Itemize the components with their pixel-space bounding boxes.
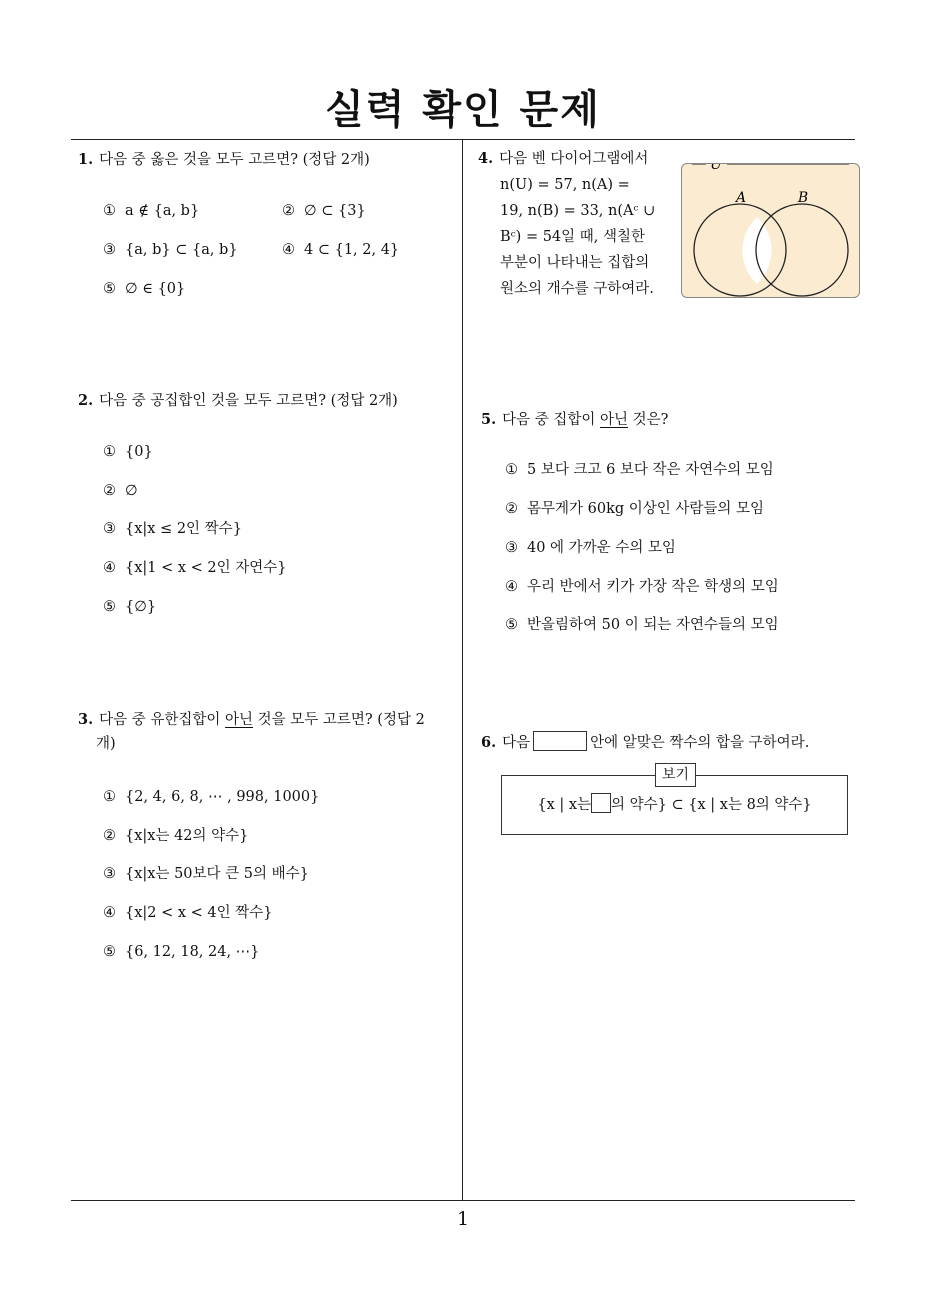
q1-option-1[interactable]: ① a ∉ {a, b} bbox=[103, 203, 200, 219]
q5-option-1[interactable]: ① 5 보다 크고 6 보다 작은 자연수의 모임 bbox=[505, 462, 774, 478]
question-number: 1. bbox=[78, 151, 94, 168]
bottom-divider bbox=[71, 1200, 855, 1201]
set-b-label: B bbox=[797, 190, 809, 206]
q3-option-3[interactable]: ③ {x|x는 50보다 큰 5의 배수} bbox=[103, 866, 309, 882]
universe-label: U bbox=[710, 164, 722, 173]
question-4: 4. 다음 벤 다이어그램에서 n(U) = 57, n(A) = 19, n(B) = 33, n(Aᶜ ∪ Bᶜ) = 54일 때, 색칠한 부분이 나타내는 집합의 원소의 개수를 구하여라. bbox=[478, 150, 656, 297]
question-5: 5. 다음 중 집합이 아닌 것은? bbox=[481, 411, 669, 428]
q3-option-4[interactable]: ④ {x|2 < x < 4인 짝수} bbox=[103, 905, 273, 921]
q1-option-3[interactable]: ③ {a, b} ⊂ {a, b} bbox=[103, 242, 238, 258]
question-number: 6. bbox=[481, 734, 497, 751]
q1-option-2[interactable]: ② ∅ ⊂ {3} bbox=[282, 203, 366, 219]
shaded-region-a-only bbox=[743, 217, 772, 284]
question-number: 5. bbox=[481, 411, 497, 428]
q2-option-5[interactable]: ⑤ {∅} bbox=[103, 599, 157, 615]
set-a-circle bbox=[694, 204, 786, 296]
q5-option-5[interactable]: ⑤ 반올림하여 50 이 되는 자연수들의 모임 bbox=[505, 617, 779, 633]
question-number: 2. bbox=[78, 392, 94, 409]
q5-option-4[interactable]: ④ 우리 반에서 키가 가장 작은 학생의 모임 bbox=[505, 579, 779, 595]
page-title: 실력 확인 문제 bbox=[325, 87, 601, 133]
q3-option-5[interactable]: ⑤ {6, 12, 18, 24, ⋯} bbox=[103, 944, 260, 960]
set-a-label: A bbox=[735, 190, 747, 206]
question-number: 4. bbox=[478, 150, 494, 167]
question-6: 6. 다음 안에 알맞은 짝수의 합을 구하여라. bbox=[481, 731, 809, 755]
column-divider bbox=[462, 139, 463, 1200]
underlined-word: 아닌 bbox=[225, 712, 254, 728]
q1-option-5[interactable]: ⑤ ∅ ∈ {0} bbox=[103, 281, 186, 297]
question-text: 다음 중 공집합인 것을 모두 고르면? (정답 2개) bbox=[99, 393, 398, 409]
answer-blank-box bbox=[533, 731, 587, 751]
q5-option-3[interactable]: ③ 40 에 가까운 수의 모임 bbox=[505, 540, 676, 556]
q3-option-2[interactable]: ② {x|x는 42의 약수} bbox=[103, 828, 249, 844]
question-3: 3. 다음 중 유한집합이 아닌 것을 모두 고르면? (정답 2 개) bbox=[78, 711, 425, 752]
bogi-content: {x | x는 의 약수} ⊂ {x | x는 8의 약수} bbox=[502, 793, 847, 814]
q2-option-4[interactable]: ④ {x|1 < x < 2인 자연수} bbox=[103, 560, 287, 576]
q2-option-1[interactable]: ① {0} bbox=[103, 444, 153, 460]
question-text: 다음 중 옳은 것을 모두 고르면? (정답 2개) bbox=[99, 152, 370, 168]
underlined-word: 아닌 bbox=[600, 412, 629, 428]
top-divider bbox=[71, 139, 855, 140]
q5-option-2[interactable]: ② 몸무게가 60kg 이상인 사람들의 모임 bbox=[505, 501, 765, 517]
question-2 bbox=[78, 389, 398, 413]
q2-option-3[interactable]: ③ {x|x ≤ 2인 짝수} bbox=[103, 521, 242, 537]
page-number: 1 bbox=[456, 1208, 470, 1230]
bogi-box bbox=[501, 767, 848, 835]
q2-option-2[interactable]: ② ∅ bbox=[103, 483, 138, 499]
bogi-label: 보기 bbox=[655, 763, 696, 787]
question-1 bbox=[78, 148, 370, 172]
venn-diagram-svg bbox=[682, 164, 859, 297]
bogi-blank-box bbox=[591, 793, 611, 813]
q3-option-1[interactable]: ① {2, 4, 6, 8, ⋯ , 998, 1000} bbox=[103, 789, 320, 805]
q1-option-4[interactable]: ④ 4 ⊂ {1, 2, 4} bbox=[282, 242, 400, 258]
question-number: 3. bbox=[78, 711, 94, 728]
venn-diagram bbox=[681, 163, 860, 298]
